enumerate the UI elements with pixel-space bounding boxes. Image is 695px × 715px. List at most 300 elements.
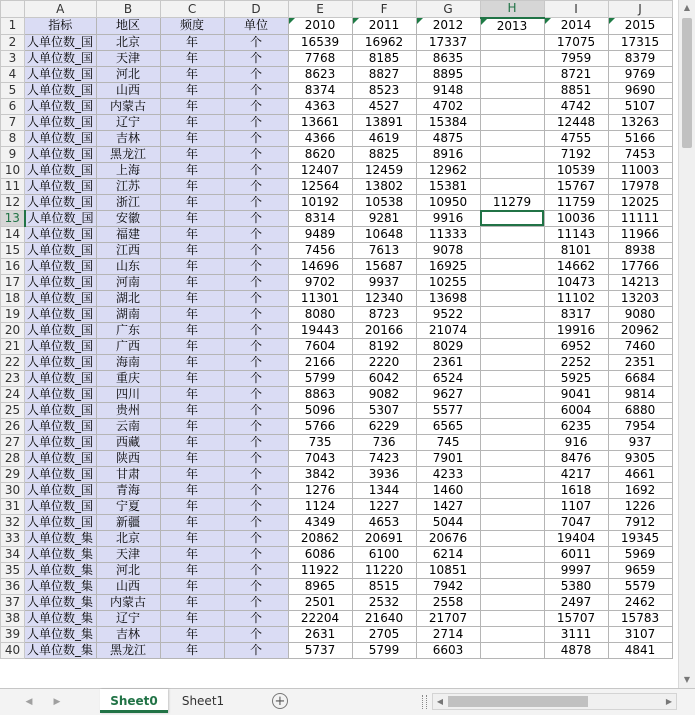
cell-e32[interactable]: 4349 <box>288 514 352 530</box>
cell-i21[interactable]: 6952 <box>544 338 608 354</box>
cell-b20[interactable]: 广东 <box>96 322 160 338</box>
cell-d36[interactable]: 个 <box>224 578 288 594</box>
cell-i9[interactable]: 7192 <box>544 146 608 162</box>
cell-h26[interactable] <box>480 418 544 434</box>
cell-g11[interactable]: 15381 <box>416 178 480 194</box>
cell-g34[interactable]: 6214 <box>416 546 480 562</box>
row-header[interactable]: 30 <box>1 482 25 498</box>
cell-f18[interactable]: 12340 <box>352 290 416 306</box>
cell-i27[interactable]: 916 <box>544 434 608 450</box>
cell-j31[interactable]: 1226 <box>608 498 672 514</box>
cell-d3[interactable]: 个 <box>224 50 288 66</box>
cell-e14[interactable]: 9489 <box>288 226 352 242</box>
cell-f30[interactable]: 1344 <box>352 482 416 498</box>
cell-c11[interactable]: 年 <box>160 178 224 194</box>
column-header-d[interactable]: D <box>224 1 288 18</box>
cell-g14[interactable]: 11333 <box>416 226 480 242</box>
cell-j7[interactable]: 13263 <box>608 114 672 130</box>
cell-a18[interactable]: 人单位数_国 <box>25 290 97 306</box>
cell-b5[interactable]: 山西 <box>96 82 160 98</box>
cell-d16[interactable]: 个 <box>224 258 288 274</box>
cell-a27[interactable]: 人单位数_国 <box>25 434 97 450</box>
cell-a12[interactable]: 人单位数_国 <box>25 194 97 210</box>
cell-c8[interactable]: 年 <box>160 130 224 146</box>
cell-h29[interactable] <box>480 466 544 482</box>
cell-a6[interactable]: 人单位数_国 <box>25 98 97 114</box>
cell-d13[interactable]: 个 <box>224 210 288 226</box>
cell-b39[interactable]: 吉林 <box>96 626 160 642</box>
cell-b8[interactable]: 吉林 <box>96 130 160 146</box>
cell-c23[interactable]: 年 <box>160 370 224 386</box>
cell-d32[interactable]: 个 <box>224 514 288 530</box>
cell-i40[interactable]: 4878 <box>544 642 608 658</box>
cell-b16[interactable]: 山东 <box>96 258 160 274</box>
cell-f35[interactable]: 11220 <box>352 562 416 578</box>
cell-b36[interactable]: 山西 <box>96 578 160 594</box>
cell-a30[interactable]: 人单位数_国 <box>25 482 97 498</box>
cell-i26[interactable]: 6235 <box>544 418 608 434</box>
cell-j19[interactable]: 9080 <box>608 306 672 322</box>
cell-e33[interactable]: 20862 <box>288 530 352 546</box>
cell-b1[interactable]: 地区 <box>96 18 160 35</box>
cell-b33[interactable]: 北京 <box>96 530 160 546</box>
cell-c33[interactable]: 年 <box>160 530 224 546</box>
cell-g18[interactable]: 13698 <box>416 290 480 306</box>
cell-i32[interactable]: 7047 <box>544 514 608 530</box>
cell-j17[interactable]: 14213 <box>608 274 672 290</box>
cell-d9[interactable]: 个 <box>224 146 288 162</box>
cell-e8[interactable]: 4366 <box>288 130 352 146</box>
cell-h13[interactable] <box>480 210 544 226</box>
cell-d24[interactable]: 个 <box>224 386 288 402</box>
cell-a22[interactable]: 人单位数_国 <box>25 354 97 370</box>
cell-g12[interactable]: 10950 <box>416 194 480 210</box>
cell-d25[interactable]: 个 <box>224 402 288 418</box>
tab-sheet0[interactable]: Sheet0 <box>100 689 168 713</box>
cell-c29[interactable]: 年 <box>160 466 224 482</box>
cell-j3[interactable]: 8379 <box>608 50 672 66</box>
column-header-h[interactable]: H <box>480 1 544 18</box>
cell-e9[interactable]: 8620 <box>288 146 352 162</box>
cell-h6[interactable] <box>480 98 544 114</box>
cell-j23[interactable]: 6684 <box>608 370 672 386</box>
cell-i23[interactable]: 5925 <box>544 370 608 386</box>
cell-f4[interactable]: 8827 <box>352 66 416 82</box>
cell-g6[interactable]: 4702 <box>416 98 480 114</box>
cell-c9[interactable]: 年 <box>160 146 224 162</box>
cell-h10[interactable] <box>480 162 544 178</box>
cell-d33[interactable]: 个 <box>224 530 288 546</box>
cell-j25[interactable]: 6880 <box>608 402 672 418</box>
cell-e28[interactable]: 7043 <box>288 450 352 466</box>
row-header[interactable]: 29 <box>1 466 25 482</box>
cell-a15[interactable]: 人单位数_国 <box>25 242 97 258</box>
cell-f33[interactable]: 20691 <box>352 530 416 546</box>
cell-i7[interactable]: 12448 <box>544 114 608 130</box>
cell-e27[interactable]: 735 <box>288 434 352 450</box>
cell-h3[interactable] <box>480 50 544 66</box>
cell-b29[interactable]: 甘肃 <box>96 466 160 482</box>
cell-d12[interactable]: 个 <box>224 194 288 210</box>
cell-j35[interactable]: 9659 <box>608 562 672 578</box>
cell-a16[interactable]: 人单位数_国 <box>25 258 97 274</box>
cell-e4[interactable]: 8623 <box>288 66 352 82</box>
cell-d18[interactable]: 个 <box>224 290 288 306</box>
row-header[interactable]: 40 <box>1 642 25 658</box>
cell-e20[interactable]: 19443 <box>288 322 352 338</box>
row-header[interactable]: 25 <box>1 402 25 418</box>
cell-h17[interactable] <box>480 274 544 290</box>
row-header[interactable]: 11 <box>1 178 25 194</box>
cell-h21[interactable] <box>480 338 544 354</box>
cell-j26[interactable]: 7954 <box>608 418 672 434</box>
row-header[interactable]: 10 <box>1 162 25 178</box>
row-header[interactable]: 28 <box>1 450 25 466</box>
cell-j30[interactable]: 1692 <box>608 482 672 498</box>
cell-e24[interactable]: 8863 <box>288 386 352 402</box>
cell-b30[interactable]: 青海 <box>96 482 160 498</box>
cell-h36[interactable] <box>480 578 544 594</box>
cell-a32[interactable]: 人单位数_国 <box>25 514 97 530</box>
cell-e10[interactable]: 12407 <box>288 162 352 178</box>
cell-d34[interactable]: 个 <box>224 546 288 562</box>
cell-i34[interactable]: 6011 <box>544 546 608 562</box>
row-header[interactable]: 17 <box>1 274 25 290</box>
cell-b18[interactable]: 湖北 <box>96 290 160 306</box>
cell-h19[interactable] <box>480 306 544 322</box>
cell-a10[interactable]: 人单位数_国 <box>25 162 97 178</box>
row-header[interactable]: 34 <box>1 546 25 562</box>
cell-c4[interactable]: 年 <box>160 66 224 82</box>
cell-e17[interactable]: 9702 <box>288 274 352 290</box>
cell-g35[interactable]: 10851 <box>416 562 480 578</box>
cell-e26[interactable]: 5766 <box>288 418 352 434</box>
cell-f12[interactable]: 10538 <box>352 194 416 210</box>
cell-e11[interactable]: 12564 <box>288 178 352 194</box>
cell-c20[interactable]: 年 <box>160 322 224 338</box>
cell-f9[interactable]: 8825 <box>352 146 416 162</box>
cell-g31[interactable]: 1427 <box>416 498 480 514</box>
cell-j15[interactable]: 8938 <box>608 242 672 258</box>
cell-a11[interactable]: 人单位数_国 <box>25 178 97 194</box>
cell-i15[interactable]: 8101 <box>544 242 608 258</box>
row-header[interactable]: 7 <box>1 114 25 130</box>
cell-d7[interactable]: 个 <box>224 114 288 130</box>
cell-h24[interactable] <box>480 386 544 402</box>
cell-f39[interactable]: 2705 <box>352 626 416 642</box>
cell-f20[interactable]: 20166 <box>352 322 416 338</box>
cell-b12[interactable]: 浙江 <box>96 194 160 210</box>
cell-f10[interactable]: 12459 <box>352 162 416 178</box>
cell-a25[interactable]: 人单位数_国 <box>25 402 97 418</box>
cell-f1[interactable]: 2011 <box>352 18 416 35</box>
row-header[interactable]: 6 <box>1 98 25 114</box>
cell-d2[interactable]: 个 <box>224 34 288 50</box>
cell-j37[interactable]: 2462 <box>608 594 672 610</box>
cell-i10[interactable]: 10539 <box>544 162 608 178</box>
cell-j39[interactable]: 3107 <box>608 626 672 642</box>
cell-b21[interactable]: 广西 <box>96 338 160 354</box>
row-header[interactable]: 8 <box>1 130 25 146</box>
column-header-f[interactable]: F <box>352 1 416 18</box>
cell-b19[interactable]: 湖南 <box>96 306 160 322</box>
cell-c14[interactable]: 年 <box>160 226 224 242</box>
cell-d23[interactable]: 个 <box>224 370 288 386</box>
cell-f27[interactable]: 736 <box>352 434 416 450</box>
row-header[interactable]: 33 <box>1 530 25 546</box>
cell-c12[interactable]: 年 <box>160 194 224 210</box>
cell-j1[interactable]: 2015 <box>608 18 672 35</box>
cell-j5[interactable]: 9690 <box>608 82 672 98</box>
cell-d10[interactable]: 个 <box>224 162 288 178</box>
cell-i8[interactable]: 4755 <box>544 130 608 146</box>
row-header[interactable]: 31 <box>1 498 25 514</box>
cell-b11[interactable]: 江苏 <box>96 178 160 194</box>
cell-a20[interactable]: 人单位数_国 <box>25 322 97 338</box>
cell-h11[interactable] <box>480 178 544 194</box>
cell-c31[interactable]: 年 <box>160 498 224 514</box>
cell-d14[interactable]: 个 <box>224 226 288 242</box>
cell-b23[interactable]: 重庆 <box>96 370 160 386</box>
cell-j13[interactable]: 11111 <box>608 210 672 226</box>
cell-e36[interactable]: 8965 <box>288 578 352 594</box>
cell-j14[interactable]: 11966 <box>608 226 672 242</box>
cell-c18[interactable]: 年 <box>160 290 224 306</box>
cell-g32[interactable]: 5044 <box>416 514 480 530</box>
cell-i37[interactable]: 2497 <box>544 594 608 610</box>
cell-i33[interactable]: 19404 <box>544 530 608 546</box>
cell-f8[interactable]: 4619 <box>352 130 416 146</box>
cell-f37[interactable]: 2532 <box>352 594 416 610</box>
plus-circle-icon[interactable]: + <box>272 693 288 709</box>
cell-e6[interactable]: 4363 <box>288 98 352 114</box>
row-header[interactable]: 37 <box>1 594 25 610</box>
cell-d31[interactable]: 个 <box>224 498 288 514</box>
cell-j9[interactable]: 7453 <box>608 146 672 162</box>
cell-i2[interactable]: 17075 <box>544 34 608 50</box>
row-header[interactable]: 5 <box>1 82 25 98</box>
cell-b26[interactable]: 云南 <box>96 418 160 434</box>
cell-e19[interactable]: 8080 <box>288 306 352 322</box>
cell-a14[interactable]: 人单位数_国 <box>25 226 97 242</box>
cell-f21[interactable]: 8192 <box>352 338 416 354</box>
row-header[interactable]: 3 <box>1 50 25 66</box>
cell-i11[interactable]: 15767 <box>544 178 608 194</box>
cell-j29[interactable]: 4661 <box>608 466 672 482</box>
cell-f13[interactable]: 9281 <box>352 210 416 226</box>
row-header[interactable]: 18 <box>1 290 25 306</box>
cell-c30[interactable]: 年 <box>160 482 224 498</box>
cell-f19[interactable]: 8723 <box>352 306 416 322</box>
cell-f15[interactable]: 7613 <box>352 242 416 258</box>
cell-c19[interactable]: 年 <box>160 306 224 322</box>
cell-h8[interactable] <box>480 130 544 146</box>
cell-f40[interactable]: 5799 <box>352 642 416 658</box>
cell-c37[interactable]: 年 <box>160 594 224 610</box>
cell-b2[interactable]: 北京 <box>96 34 160 50</box>
cell-g29[interactable]: 4233 <box>416 466 480 482</box>
cell-h1[interactable]: 2013 <box>480 18 544 35</box>
horizontal-scroll-thumb[interactable] <box>448 696 588 707</box>
cell-g9[interactable]: 8916 <box>416 146 480 162</box>
cell-d35[interactable]: 个 <box>224 562 288 578</box>
cell-a2[interactable]: 人单位数_国 <box>25 34 97 50</box>
row-header[interactable]: 22 <box>1 354 25 370</box>
cell-d27[interactable]: 个 <box>224 434 288 450</box>
cell-b31[interactable]: 宁夏 <box>96 498 160 514</box>
cell-c26[interactable]: 年 <box>160 418 224 434</box>
cell-f2[interactable]: 16962 <box>352 34 416 50</box>
cell-h14[interactable] <box>480 226 544 242</box>
cell-a7[interactable]: 人单位数_国 <box>25 114 97 130</box>
cell-f25[interactable]: 5307 <box>352 402 416 418</box>
cell-i29[interactable]: 4217 <box>544 466 608 482</box>
cell-i4[interactable]: 8721 <box>544 66 608 82</box>
cell-f11[interactable]: 13802 <box>352 178 416 194</box>
row-header[interactable]: 2 <box>1 34 25 50</box>
row-header[interactable]: 21 <box>1 338 25 354</box>
cell-g3[interactable]: 8635 <box>416 50 480 66</box>
cell-d11[interactable]: 个 <box>224 178 288 194</box>
cell-g27[interactable]: 745 <box>416 434 480 450</box>
cell-c6[interactable]: 年 <box>160 98 224 114</box>
cell-e13[interactable]: 8314 <box>288 210 352 226</box>
cell-a31[interactable]: 人单位数_国 <box>25 498 97 514</box>
cell-h7[interactable] <box>480 114 544 130</box>
cell-e7[interactable]: 13661 <box>288 114 352 130</box>
cell-g22[interactable]: 2361 <box>416 354 480 370</box>
cell-a19[interactable]: 人单位数_国 <box>25 306 97 322</box>
cell-g13[interactable]: 9916 <box>416 210 480 226</box>
cell-h23[interactable] <box>480 370 544 386</box>
cell-c15[interactable]: 年 <box>160 242 224 258</box>
cell-c27[interactable]: 年 <box>160 434 224 450</box>
cell-a21[interactable]: 人单位数_国 <box>25 338 97 354</box>
cell-g26[interactable]: 6565 <box>416 418 480 434</box>
column-header-e[interactable]: E <box>288 1 352 18</box>
cell-b25[interactable]: 贵州 <box>96 402 160 418</box>
cell-i25[interactable]: 6004 <box>544 402 608 418</box>
row-header[interactable]: 39 <box>1 626 25 642</box>
column-header-b[interactable]: B <box>96 1 160 18</box>
cell-c25[interactable]: 年 <box>160 402 224 418</box>
cell-j40[interactable]: 4841 <box>608 642 672 658</box>
cell-b40[interactable]: 黑龙江 <box>96 642 160 658</box>
cell-d37[interactable]: 个 <box>224 594 288 610</box>
cell-a40[interactable]: 人单位数_集 <box>25 642 97 658</box>
cell-a4[interactable]: 人单位数_国 <box>25 66 97 82</box>
row-header[interactable]: 23 <box>1 370 25 386</box>
cell-c24[interactable]: 年 <box>160 386 224 402</box>
cell-g25[interactable]: 5577 <box>416 402 480 418</box>
cell-f5[interactable]: 8523 <box>352 82 416 98</box>
cell-g24[interactable]: 9627 <box>416 386 480 402</box>
cell-h9[interactable] <box>480 146 544 162</box>
cell-a5[interactable]: 人单位数_国 <box>25 82 97 98</box>
cell-d39[interactable]: 个 <box>224 626 288 642</box>
cell-a26[interactable]: 人单位数_国 <box>25 418 97 434</box>
cell-g33[interactable]: 20676 <box>416 530 480 546</box>
cell-j32[interactable]: 7912 <box>608 514 672 530</box>
cell-a28[interactable]: 人单位数_国 <box>25 450 97 466</box>
scroll-down-arrow-icon[interactable]: ▼ <box>683 675 691 684</box>
cell-e22[interactable]: 2166 <box>288 354 352 370</box>
cell-h5[interactable] <box>480 82 544 98</box>
cell-e29[interactable]: 3842 <box>288 466 352 482</box>
cell-j38[interactable]: 15783 <box>608 610 672 626</box>
cell-g21[interactable]: 8029 <box>416 338 480 354</box>
cell-g5[interactable]: 9148 <box>416 82 480 98</box>
cell-e34[interactable]: 6086 <box>288 546 352 562</box>
cell-j16[interactable]: 17766 <box>608 258 672 274</box>
cell-e35[interactable]: 11922 <box>288 562 352 578</box>
cell-c2[interactable]: 年 <box>160 34 224 50</box>
cell-h30[interactable] <box>480 482 544 498</box>
cell-g23[interactable]: 6524 <box>416 370 480 386</box>
cell-j33[interactable]: 19345 <box>608 530 672 546</box>
cell-a24[interactable]: 人单位数_国 <box>25 386 97 402</box>
cell-h18[interactable] <box>480 290 544 306</box>
cell-f6[interactable]: 4527 <box>352 98 416 114</box>
cell-c1[interactable]: 频度 <box>160 18 224 35</box>
cell-c34[interactable]: 年 <box>160 546 224 562</box>
cell-h28[interactable] <box>480 450 544 466</box>
cell-b34[interactable]: 天津 <box>96 546 160 562</box>
row-header[interactable]: 27 <box>1 434 25 450</box>
cell-f29[interactable]: 3936 <box>352 466 416 482</box>
cell-b7[interactable]: 辽宁 <box>96 114 160 130</box>
cell-g30[interactable]: 1460 <box>416 482 480 498</box>
cell-g20[interactable]: 21074 <box>416 322 480 338</box>
cell-b35[interactable]: 河北 <box>96 562 160 578</box>
cell-j18[interactable]: 13203 <box>608 290 672 306</box>
cell-c13[interactable]: 年 <box>160 210 224 226</box>
cell-e37[interactable]: 2501 <box>288 594 352 610</box>
cell-b14[interactable]: 福建 <box>96 226 160 242</box>
row-header[interactable]: 35 <box>1 562 25 578</box>
cell-j28[interactable]: 9305 <box>608 450 672 466</box>
cell-j20[interactable]: 20962 <box>608 322 672 338</box>
tab-sheet1[interactable]: Sheet1 <box>181 694 225 708</box>
cell-i13[interactable]: 10036 <box>544 210 608 226</box>
row-header[interactable]: 26 <box>1 418 25 434</box>
cell-h31[interactable] <box>480 498 544 514</box>
cell-b13[interactable]: 安徽 <box>96 210 160 226</box>
cell-i30[interactable]: 1618 <box>544 482 608 498</box>
scroll-up-arrow-icon[interactable]: ▲ <box>683 3 691 12</box>
cell-h38[interactable] <box>480 610 544 626</box>
cell-h25[interactable] <box>480 402 544 418</box>
cell-j12[interactable]: 12025 <box>608 194 672 210</box>
cell-e15[interactable]: 7456 <box>288 242 352 258</box>
cell-b37[interactable]: 内蒙古 <box>96 594 160 610</box>
cell-a34[interactable]: 人单位数_集 <box>25 546 97 562</box>
cell-b28[interactable]: 陕西 <box>96 450 160 466</box>
cell-g10[interactable]: 12962 <box>416 162 480 178</box>
row-header[interactable]: 20 <box>1 322 25 338</box>
row-header[interactable]: 19 <box>1 306 25 322</box>
row-header[interactable]: 32 <box>1 514 25 530</box>
cell-a38[interactable]: 人单位数_集 <box>25 610 97 626</box>
cell-e39[interactable]: 2631 <box>288 626 352 642</box>
cell-d21[interactable]: 个 <box>224 338 288 354</box>
cell-c7[interactable]: 年 <box>160 114 224 130</box>
cell-a39[interactable]: 人单位数_集 <box>25 626 97 642</box>
cell-c36[interactable]: 年 <box>160 578 224 594</box>
cell-b6[interactable]: 内蒙古 <box>96 98 160 114</box>
cell-i19[interactable]: 8317 <box>544 306 608 322</box>
cell-g38[interactable]: 21707 <box>416 610 480 626</box>
